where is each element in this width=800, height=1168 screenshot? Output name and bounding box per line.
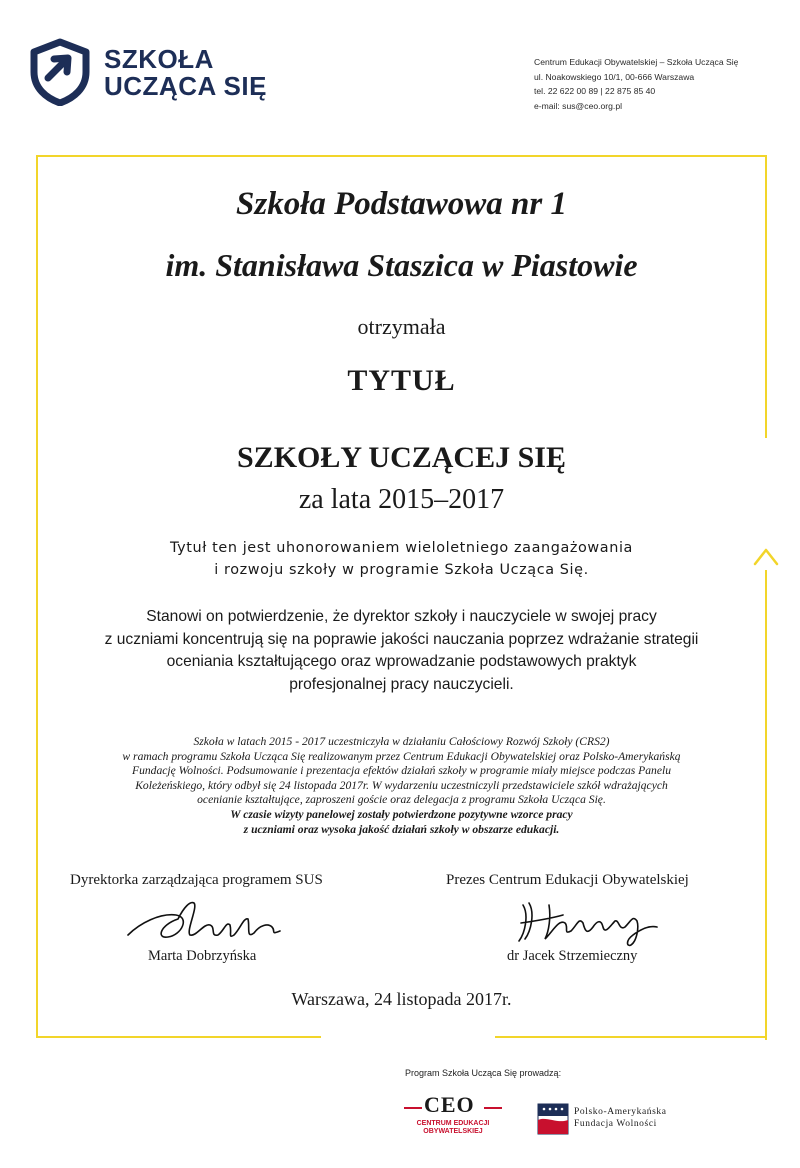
logo-line-1: SZKOŁA bbox=[104, 44, 214, 74]
signature-name-left: Marta Dobrzyńska bbox=[148, 948, 257, 964]
title-name: SZKOŁY UCZĄCEJ SIĘ bbox=[237, 441, 566, 474]
paragraph-line: Szkoła w latach 2015 - 2017 uczestniczyła w działaniu Całościowy Rozwój Szkoły (CRS2) bbox=[193, 735, 610, 748]
school-name-line-2: im. Stanisława Staszica w Piastowie bbox=[165, 247, 638, 283]
paragraph-line: Koleżeńskiego, który odbył się 24 listopada 2017r. W wydarzeniu uczestniczyli przedstawiciele szkół wdrażających bbox=[135, 778, 668, 792]
title-label: TYTUŁ bbox=[347, 364, 456, 397]
ceo-subtitle-line: OBYWATELSKIEJ bbox=[423, 1128, 483, 1135]
paragraph-line: profesjonalnej pracy nauczycieli. bbox=[289, 675, 514, 693]
ceo-subtitle-line: CENTRUM EDUKACJI bbox=[416, 1120, 490, 1127]
paragraph-line: w ramach programu Szkoła Ucząca Się realizowanym przez Centrum Edukacji Obywatelskiej oraz Polsko-Amerykańską bbox=[122, 749, 681, 763]
contact-line: tel. 22 622 00 89 | 22 875 85 40 bbox=[534, 86, 656, 96]
ceo-logo-subtitle bbox=[398, 1120, 508, 1136]
program-label: Program Szkoła Ucząca Się prowadzą: bbox=[405, 1068, 562, 1078]
paf-line: Fundacja Wolności bbox=[574, 1119, 657, 1129]
signature-role-left: Dyrektorka zarządzająca programem SUS bbox=[70, 872, 323, 888]
paf-line: Polsko-Amerykańska bbox=[574, 1107, 667, 1117]
header bbox=[0, 0, 800, 140]
confirmation-paragraph bbox=[36, 606, 767, 696]
paragraph-line: Tytuł ten jest uhonorowaniem wieloletniego zaangażowania bbox=[170, 540, 633, 556]
shield-arrow-icon bbox=[28, 38, 92, 106]
contact-line: Centrum Edukacji Obywatelskiej – Szkoła Ucząca Się bbox=[534, 57, 739, 67]
paragraph-line: i rozwoju szkoły w programie Szkoła Ucząca Się. bbox=[214, 562, 589, 578]
contact-block bbox=[534, 55, 796, 113]
ceo-logo-word: CEO bbox=[424, 1092, 475, 1117]
paragraph-line: oceniania kształtującego oraz wprowadzanie podstawowych praktyk bbox=[166, 653, 637, 670]
paragraph-line: ocenianie kształtujące, zaproszeni goście oraz delegacja z programu Szkoła Ucząca Się. bbox=[197, 793, 606, 807]
paragraph-line: z uczniami koncentrują się na poprawie jakości nauczania poprzez wdrażanie strategii bbox=[104, 630, 699, 648]
details-paragraph bbox=[36, 735, 767, 837]
school-name-line-1: Szkoła Podstawowa nr 1 bbox=[236, 186, 567, 222]
years-text: za lata 2015–2017 bbox=[298, 484, 505, 515]
signature-role-right: Prezes Centrum Edukacji Obywatelskiej bbox=[446, 872, 689, 888]
handwritten-signature-right bbox=[515, 895, 665, 947]
logo-wordmark bbox=[104, 46, 267, 100]
frame-segment bbox=[495, 1036, 767, 1038]
logo-line-2: UCZĄCA SIĘ bbox=[104, 71, 267, 101]
contact-line: e-mail: sus@ceo.org.pl bbox=[534, 100, 623, 111]
honor-paragraph bbox=[36, 537, 767, 581]
issue-date: Warszawa, 24 listopada 2017r. bbox=[291, 989, 512, 1009]
paf-logo-text bbox=[574, 1106, 667, 1130]
handwritten-signature-left bbox=[120, 895, 300, 947]
contact-line: ul. Noakowskiego 10/1, 00-666 Warszawa bbox=[534, 71, 695, 82]
frame-segment bbox=[36, 1036, 321, 1038]
paragraph-line-bold: z uczniami oraz wysoka jakość działań szkoły w obszarze edukacji. bbox=[243, 822, 560, 836]
paf-flag-icon bbox=[536, 1102, 570, 1136]
paragraph-line: Fundację Wolności. Podsumowanie i prezentacja efektów działań szkoły w programie miały miejsce podczas Panelu bbox=[131, 764, 672, 778]
paragraph-line-bold: W czasie wizyty panelowej zostały potwierdzone pozytywne wzorce pracy bbox=[230, 807, 573, 821]
received-text: otrzymała bbox=[357, 314, 446, 339]
paragraph-line: Stanowi on potwierdzenie, że dyrektor szkoły i nauczyciele w swojej pracy bbox=[146, 608, 657, 625]
signature-name-right: dr Jacek Strzemieczny bbox=[507, 948, 638, 964]
